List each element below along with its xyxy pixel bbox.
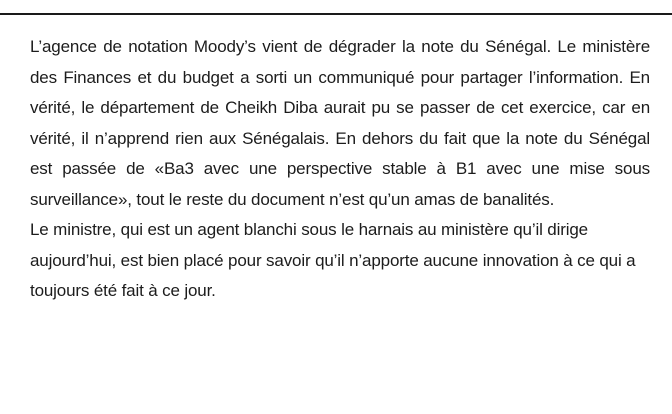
top-divider-rule	[0, 13, 672, 15]
article-paragraph-1: L’agence de notation Moody’s vient de dégrader la note du Sénégal. Le ministère des Finances et du budget a sorti un communiqué pour partager l’information. En vérité, le département de Cheikh Diba aurait pu se passer de cet exercice, car en vérité, il n’apprend rien aux Sénégalais. En dehors du fait que la note du Sénégal est passée de «Ba3 avec une perspective stable à B1 avec une mise sous surveillance», tout le reste du document n’est qu’un amas de banalités.	[30, 37, 650, 209]
article-paragraph-2: Le ministre, qui est un agent blanchi sous le harnais au ministère qu’il dirige aujourd’hui, est bien placé pour savoir qu’il n’apporte aucune innovation à ce qui a toujours été fait à ce jour.	[30, 220, 636, 300]
article-body	[30, 32, 650, 307]
